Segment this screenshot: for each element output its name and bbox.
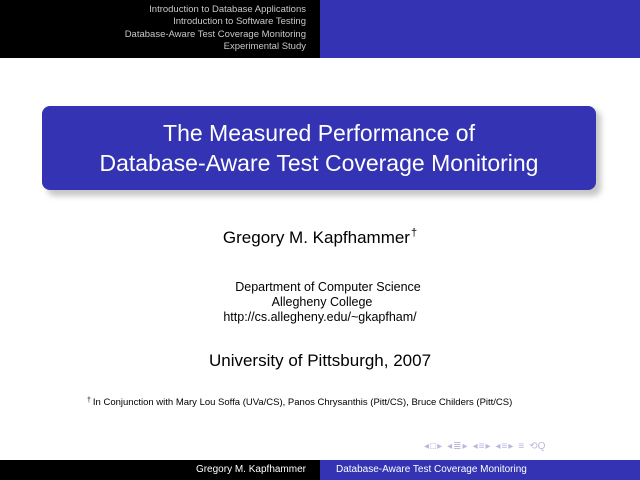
prev-subsection-icon[interactable]: ◂ bbox=[447, 441, 453, 452]
prev-document-icon[interactable]: ◂ bbox=[495, 441, 501, 452]
author-footnote-mark: † bbox=[410, 227, 418, 239]
title-block bbox=[42, 106, 596, 190]
next-frame-icon[interactable]: ▸ bbox=[437, 441, 443, 452]
prev-section-icon[interactable]: ◂ bbox=[472, 441, 478, 452]
top-navigation-bar bbox=[0, 0, 640, 58]
section-navigation bbox=[0, 0, 320, 58]
next-section-icon[interactable]: ▸ bbox=[485, 441, 491, 452]
subsection-icon[interactable]: ≣ bbox=[453, 441, 462, 452]
author-name: Gregory M. Kapfhammer bbox=[222, 228, 410, 247]
title-line-2: Database-Aware Test Coverage Monitoring bbox=[99, 150, 539, 176]
frame-navigation bbox=[424, 441, 442, 453]
frame-icon[interactable]: □ bbox=[430, 441, 437, 452]
subsection-navigation bbox=[320, 0, 640, 58]
title-line-1: The Measured Performance of bbox=[163, 120, 475, 146]
section-icon[interactable]: ≡ bbox=[478, 441, 485, 452]
institute-department: Department of Computer Science bbox=[235, 280, 421, 294]
nav-section-experimental-study[interactable]: Experimental Study bbox=[223, 40, 306, 52]
collaborators-footnote bbox=[87, 397, 512, 408]
footer-bar bbox=[0, 460, 640, 480]
nav-section-intro-database[interactable]: Introduction to Database Applications bbox=[149, 4, 306, 15]
navigation-symbols bbox=[424, 441, 545, 453]
institute bbox=[0, 280, 640, 325]
document-icon[interactable]: ≡ bbox=[501, 441, 508, 452]
footer-title: Database-Aware Test Coverage Monitoring bbox=[320, 460, 640, 480]
document-nav-group bbox=[495, 441, 513, 453]
next-subsection-icon[interactable]: ▸ bbox=[462, 441, 468, 452]
align-icon[interactable]: ≡ bbox=[518, 441, 525, 452]
prev-frame-icon[interactable]: ◂ bbox=[424, 441, 430, 452]
footer-author: Gregory M. Kapfhammer bbox=[0, 460, 320, 480]
subsection-nav-group bbox=[447, 441, 467, 453]
footnote-mark: † bbox=[87, 397, 91, 404]
institute-url: http://cs.allegheny.edu/~gkapfham/ bbox=[223, 310, 417, 324]
section-nav-group bbox=[473, 441, 491, 453]
author bbox=[0, 227, 640, 248]
footnote-text: In Conjunction with Mary Lou Soffa (UVa/CS), Panos Chrysanthis (Pitt/CS), Bruce Childers (Pitt/CS) bbox=[92, 397, 513, 408]
search-back-icon[interactable]: ⟲Q bbox=[529, 441, 546, 452]
next-document-icon[interactable]: ▸ bbox=[508, 441, 514, 452]
nav-section-coverage-monitoring[interactable]: Database-Aware Test Coverage Monitoring bbox=[124, 28, 306, 40]
institute-college: Allegheny College bbox=[271, 295, 373, 309]
presentation-date: University of Pittsburgh, 2007 bbox=[208, 351, 432, 370]
nav-section-intro-testing[interactable]: Introduction to Software Testing bbox=[173, 16, 306, 28]
